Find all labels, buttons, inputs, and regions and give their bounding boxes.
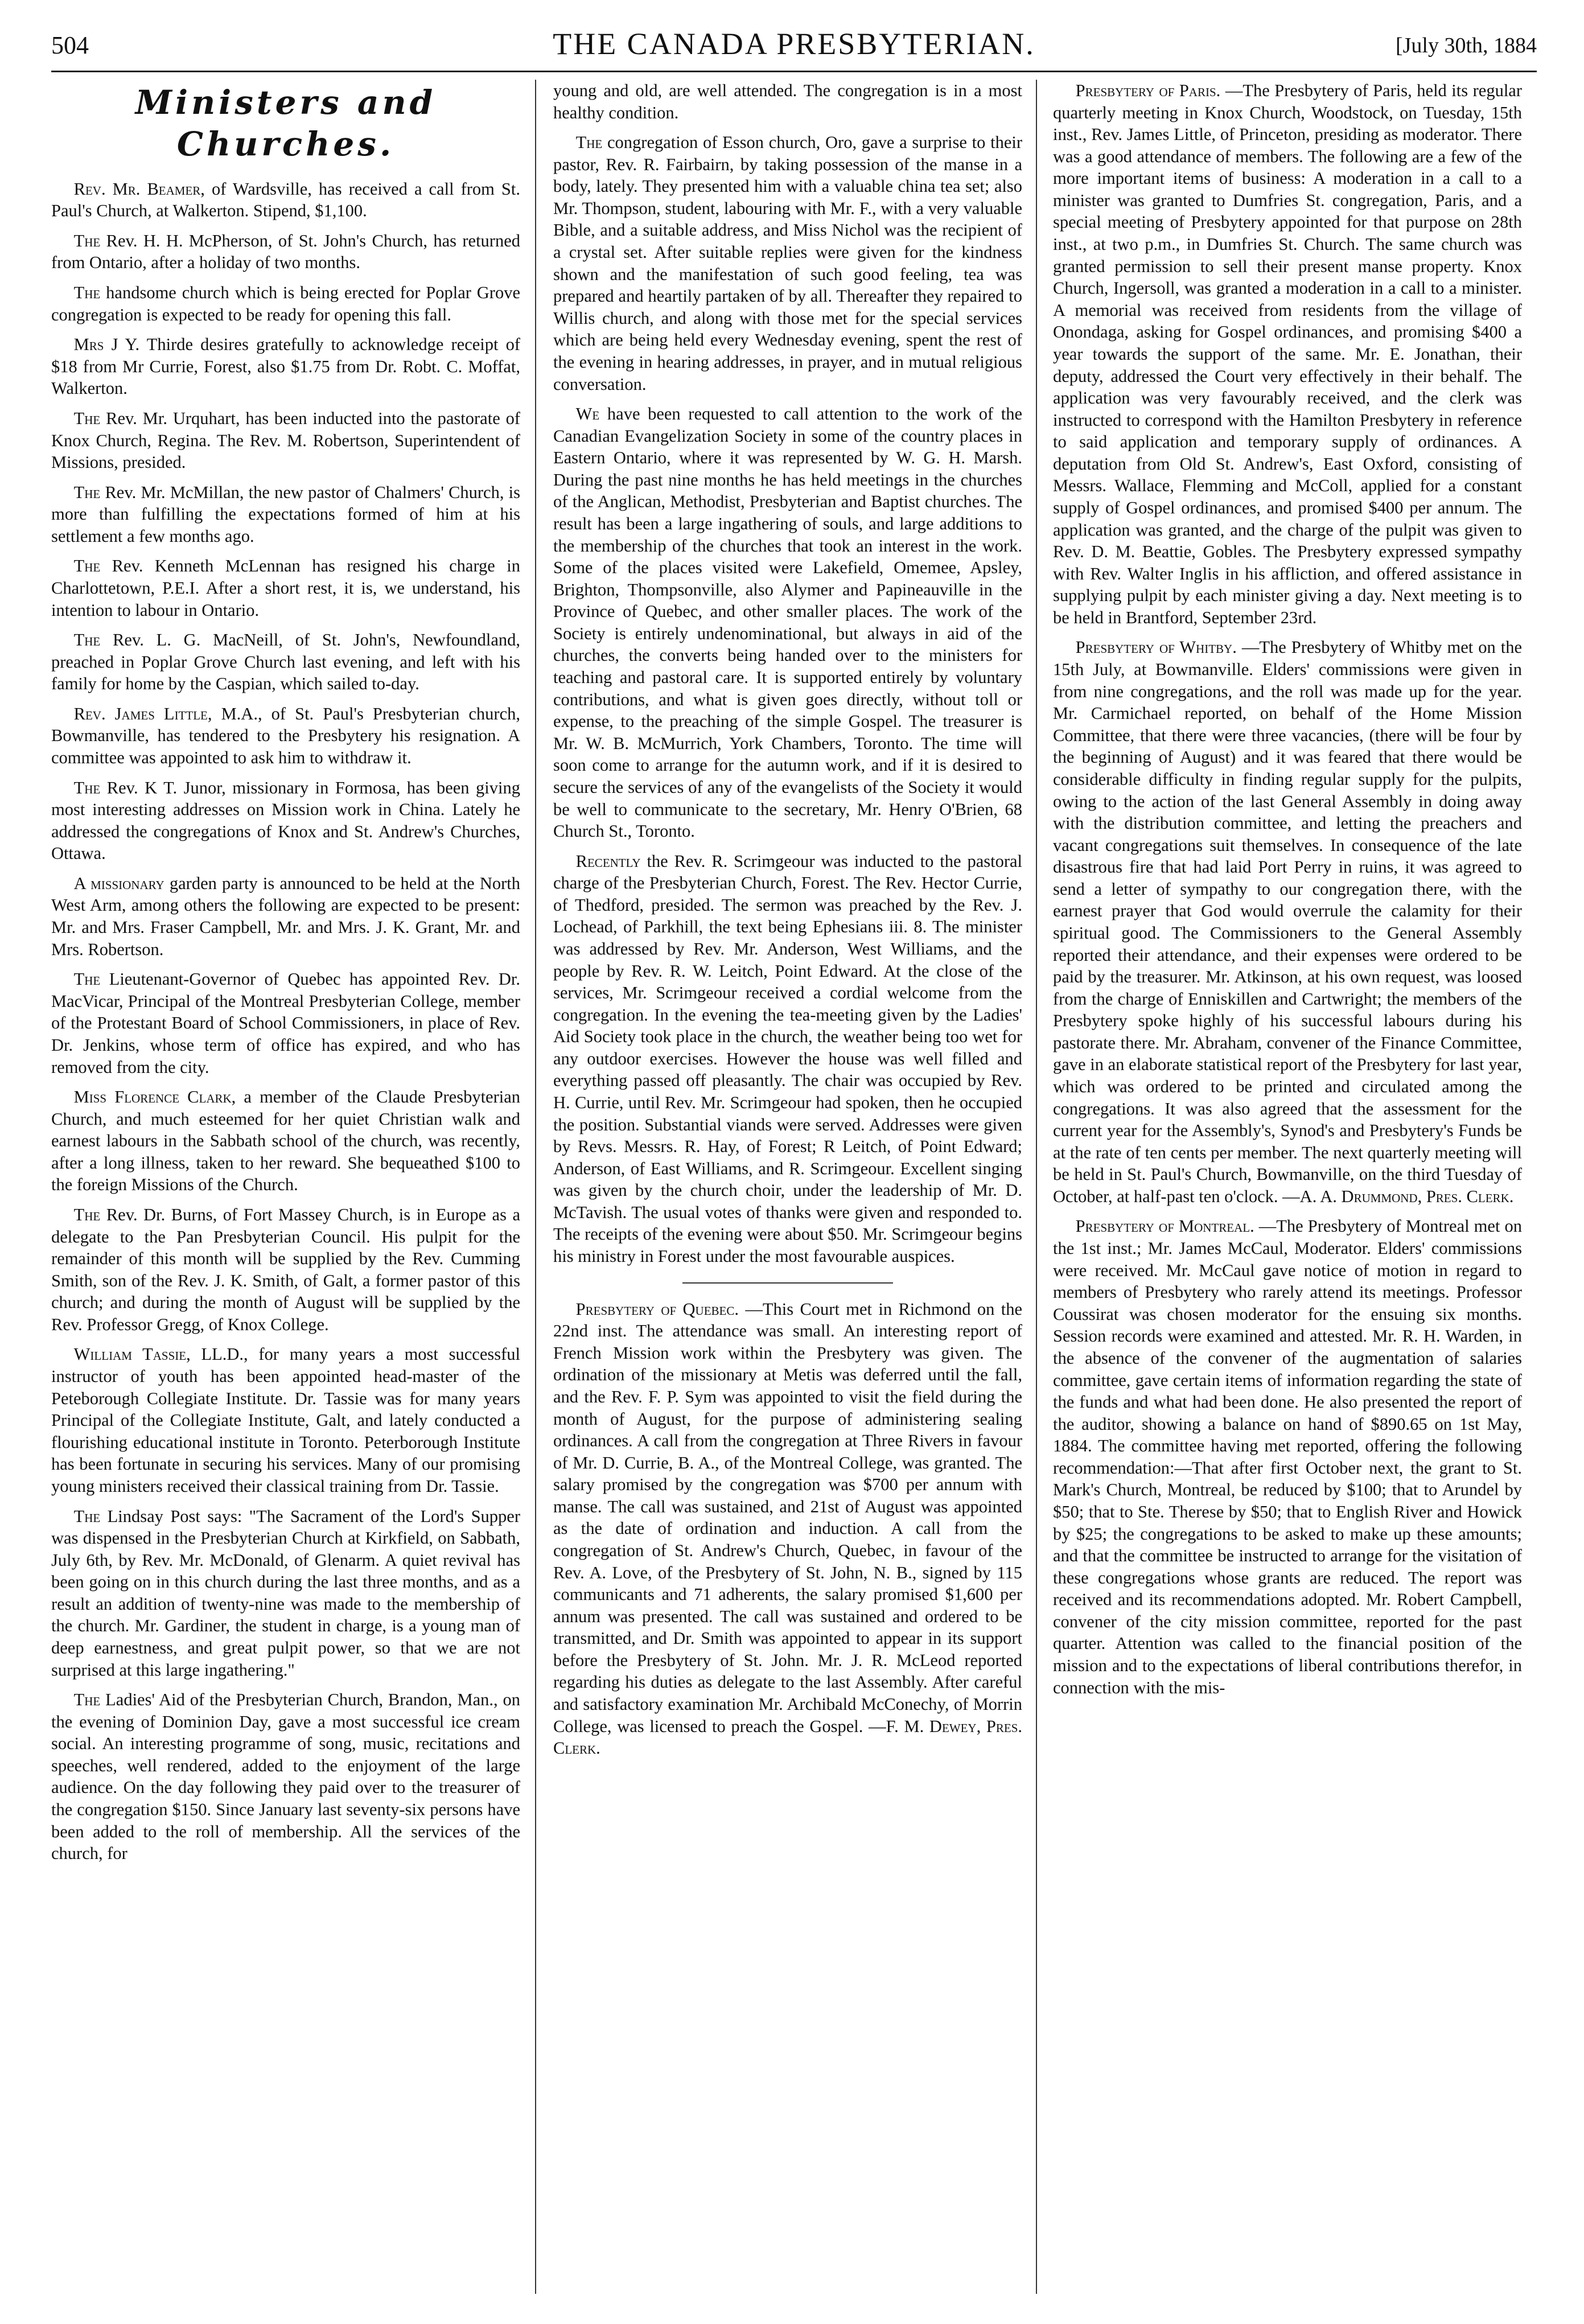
news-item-text: handsome church which is being erected for Poplar Grove congregation is expected to be ready for opening this fall. bbox=[51, 283, 520, 324]
news-item-lead: William Tassie, bbox=[73, 1344, 191, 1364]
news-item bbox=[51, 1204, 520, 1335]
issue-date: [July 30th, 1884 bbox=[1395, 34, 1537, 57]
news-item bbox=[51, 282, 520, 326]
news-item bbox=[51, 1086, 520, 1196]
news-item-lead: We bbox=[575, 404, 600, 424]
news-item-lead: A missionary bbox=[73, 873, 164, 893]
news-item-lead: The bbox=[73, 778, 101, 797]
news-item-lead: The bbox=[73, 283, 101, 303]
news-item-lead: The bbox=[73, 1690, 101, 1710]
news-item-text: —The Presbytery of Whitby met on the 15th July, at Bowmanville. Elders' commissions were given in from nine congregations, and the roll was made up for the year. Mr. Carmichael reported, on behalf of the Home Mission Committee, that there were three vacancies, (there will be four by the beginning of August) and it was feared that there would be considerable difficulty in finding regular supply for the pulpits, owing to the action of the last General Assembly in doing away with the distribution committee, and letting the preachers and vacant congregations suit themselves. In consequence of the late disastrous fire that had laid Port Perry in ruins, it was agreed to send a letter of sympathy to our congregation there, with the earnest prayer that God would overrule the calamity for their spiritual good. The Commissioners to the General Assembly reported their attendance, and their expenses were ordered to be paid by the treasurer. Mr. Atkinson, at his own request, was loosed from the charge of Enniskillen and Cartwright; the members of the Presbytery spoke highly of his successful labours during his pastorate there. Mr. Abraham, convener of the Finance Committee, gave in an elaborate statistical report of the Presbytery for last year, which was ordered to be printed and circulated among the congregations. It was also agreed that the assessment for the current year for the Assembly's, Synod's and Presbytery's Funds be at the rate of ten cents per member. The next quarterly meeting will be held in St. Paul's Church, Bowmanville, on the third Tuesday of October, at half-past ten o'clock. bbox=[1053, 637, 1522, 1206]
news-item-text: the Rev. R. Scrimgeour was inducted to the pastoral charge of the Presbyterian Church, Forest. The Rev. Hector Currie, of Thedford, presided. The sermon was preached by the Rev. J. Lochead, of Parkhill, the text being Ephesians iii. 8. The minister was addressed by Rev. Mr. Anderson, West Williams, and the people by Rev. R. W. Leitch, Point Edward. At the close of the services, Mr. Scrimgeour received a cordial welcome from the congregation. In the evening the tea-meeting given by the Ladies' Aid Society took place in the church, the weather being too wet for any outdoor exercises. However the house was well filled and everything passed off pleasantly. The chair was occupied by Rev. H. Currie, until Rev. Mr. Scrimgeour had spoken, then he occupied the position. Substantial viands were served. Addresses were given by Revs. Messrs. R. Hay, of Forest; R Leitch, of Point Edward; Anderson, of East Williams, and R. Scrimgeour. Excellent singing was given by the church choir, under the leadership of Mr. D. McTavish. The usual votes of thanks were given and responded to. The receipts of the evening were about $50. Mr. Scrimgeour begins his ministry in Forest under the most favourable auspices. bbox=[553, 851, 1022, 1266]
news-item bbox=[1053, 80, 1522, 628]
news-item-text: of Wardsville, has received a call from St. Paul's Church, at Walkerton. Stipend, $1,100. bbox=[51, 179, 520, 221]
header-rule bbox=[51, 71, 1537, 72]
news-item-text: young and old, are well attended. The congregation is in a most healthy condition. bbox=[553, 81, 1022, 122]
news-item-text: congregation of Esson church, Oro, gave a surprise to their pastor, Rev. R. Fairbairn, by taking possession of the manse in a body, lately. They presented him with a valuable china tea set; also Mr. Thompson, student, labouring with Mr. F., with a very valuable Bible, and a suitable address, and Miss Nichol was the recipient of a crystal set. After suitable replies were given for the kindness shown and the manifestation of such good feeling, tea was prepared and heartily partaken of by all. Thereafter they repaired to Willis church, and along with those met for the special services which are being held every Wednesday evening, spent the rest of the evening in hearing addresses, in prayer, and in mutual religious conversation. bbox=[553, 133, 1022, 394]
news-item bbox=[51, 555, 520, 621]
news-item bbox=[51, 1689, 520, 1865]
news-item bbox=[553, 403, 1022, 842]
news-item bbox=[1053, 1215, 1522, 1698]
news-item-lead: The bbox=[73, 556, 101, 576]
news-item-text: a member of the Claude Presbyterian Church, and much esteemed for her quiet Christian walk and earnest labours in the Sabbath school of the church, was recently, after a long illness, taken to her reward. She bequeathed $100 to the foreign Missions of the Church. bbox=[51, 1087, 520, 1195]
news-item-lead: The bbox=[73, 231, 101, 250]
news-item bbox=[553, 80, 1022, 124]
news-item-lead: Presbytery of Montreal. bbox=[1075, 1216, 1254, 1236]
news-item-text: Rev. K T. Junor, missionary in Formosa, has been giving most interesting addresses on Mission work in China. Lately he addressed the congregations of Knox and St. Andrew's Churches, Ottawa. bbox=[51, 778, 520, 863]
news-item bbox=[51, 629, 520, 695]
column-3-body bbox=[1053, 80, 1522, 1698]
column-divider bbox=[535, 80, 536, 2294]
news-item bbox=[51, 408, 520, 474]
clerk-signature: —F. M. Dewey, Pres. Clerk. bbox=[553, 1716, 1022, 1758]
news-item-text: Rev. L. G. MacNeill, of St. John's, Newfoundland, preached in Poplar Grove Church last evening, and left with his family for home by the Caspian, which sailed to-day. bbox=[51, 630, 520, 694]
news-item-lead: Presbytery of Whitby. bbox=[1075, 637, 1237, 657]
news-item-text: —The Presbytery of Paris, held its regular quarterly meeting in Knox Church, Woodstock, on Tuesday, 15th inst., Rev. James Little, of Princeton, presiding as moderator. There was a good attendance of members. The following are a few of the more important items of business: A moderation in a call to a minister was granted to Dumfries St. congregation, Paris, and a special meeting of Presbytery appointed for that purpose on 28th inst., at two p.m., in Dumfries St. Church. The same church was granted permission to sell their present manse property. Knox Church, Ingersoll, was granted a moderation in a call to a minister. A memorial was received from residents from the village of Onondaga, asking for Gospel ordinances, and promising $400 a year towards the support of the same. Mr. E. Jonathan, their deputy, addressed the Court very effectively in their behalf. The application was very favourably received, and the clerk was instructed to correspond with the Hamilton Presbytery in reference to said application and temporary supply of ordinances. A deputation from Old St. Andrew's, East Oxford, consisting of Messrs. Wallace, Flemming and McColl, applied for a constant supply of Gospel ordinances, and promised $400 per annum. The application was granted, and the charge of the pulpit was given to Rev. D. M. Beattie, Gobles. The Presbytery expressed sympathy with Rev. Walter Inglis in his affliction, and offered assistance in supplying pulpit by each minister giving a day. Next meeting is to be held in Brantford, September 23rd. bbox=[1053, 81, 1522, 627]
news-item bbox=[51, 178, 520, 222]
news-item-text: M.A., of St. Paul's Presbyterian church, Bowmanville, has tendered to the Presbytery his resignation. A committee was appointed to ask him to withdraw it. bbox=[51, 704, 520, 768]
news-item-text: Rev. Mr. Urquhart, has been inducted into the pastorate of Knox Church, Regina. The Rev. M. Robertson, Superintendent of Missions, presided. bbox=[51, 408, 520, 472]
news-item-lead: Presbytery of Quebec. bbox=[575, 1299, 739, 1319]
news-item-lead: The bbox=[73, 630, 101, 650]
column-divider bbox=[1036, 80, 1037, 2294]
news-item-lead: The bbox=[73, 1205, 101, 1224]
news-item-text: Lindsay Post says: "The Sacrament of the Lord's Supper was dispensed in the Presbyterian Church at Kirkfield, on Sabbath, July 6th, by Rev. Mr. McDonald, of Glenarm. A quiet revival has been going on in this church during the last three months, and as a result an addition of twenty-nine was made to the membership of the church. Mr. Gardiner, the student in charge, is a young man of deep earnestness, and great pulpit power, so that we are not surprised at this large ingathering." bbox=[51, 1506, 520, 1680]
news-item bbox=[51, 777, 520, 865]
news-item-lead: Presbytery of Paris. bbox=[1075, 81, 1221, 100]
news-item bbox=[51, 1506, 520, 1681]
column-1 bbox=[51, 80, 520, 2300]
news-item bbox=[51, 968, 520, 1078]
news-item bbox=[51, 873, 520, 960]
news-item-text: Rev. H. H. McPherson, of St. John's Church, has returned from Ontario, after a holiday of two months. bbox=[51, 231, 520, 273]
news-item-lead: Miss Florence Clark, bbox=[73, 1087, 236, 1107]
news-item-text: have been requested to call attention to the work of the Canadian Evangelization Society in some of the country places in Eastern Ontario, where it was represented by W. G. H. Marsh. During the past nine months he has held meetings in the churches of the Anglican, Methodist, Presbyterian and Baptist churches. The result has been a large ingathering of souls, and large additions to the membership of the churches that took an interest in the work. Some of the places visited were Lakefield, Omemee, Apsley, Brighton, Thompsonville, also Alymer and Papineauville in the Province of Quebec, and other smaller places. The work of the Society is entirely undenominational, but always in aid of the churches, the converts being handed over to the ministers for teaching and pastoral care. It is supported entirely by voluntary contributions, and what is given goes directly, without toll or expense, to the preaching of the simple Gospel. The treasurer is Mr. W. B. McMurrich, York Chambers, Toronto. The time will soon come to arrange for the autumn work, and if it is desired to secure the services of any of the evangelists of the Society it would be well to communicate to the secretary, Mr. Henry O'Brien, 68 Church St., Toronto. bbox=[553, 404, 1022, 841]
news-item-lead: Recently bbox=[575, 851, 641, 871]
news-item bbox=[553, 1298, 1022, 1759]
news-item-text: garden party is announced to be held at the North West Arm, among others the following are expected to be present: Mr. and Mrs. Fraser Campbell, Mr. and Mrs. J. K. Grant, Mr. and Mrs. Robertson. bbox=[51, 873, 520, 959]
news-item-text: J Y. Thirde desires gratefully to acknowledge receipt of $18 from Mr Currie, Forest, also $1.75 from Dr. Robt. C. Moffat, Walkerton. bbox=[51, 335, 520, 398]
news-item-text: Lieutenant-Governor of Quebec has appointed Rev. Dr. MacVicar, Principal of the Montreal Presbyterian College, member of the Protestant Board of School Commissioners, in place of Rev. Dr. Jenkins, whose term of office has expired, and who has removed from the city. bbox=[51, 969, 520, 1077]
page-header bbox=[51, 23, 1537, 68]
news-item-lead: Rev. James Little, bbox=[73, 704, 212, 723]
news-item bbox=[553, 850, 1022, 1268]
article-divider bbox=[682, 1282, 894, 1284]
newspaper-title: THE CANADA PRESBYTERIAN. bbox=[553, 27, 1035, 61]
news-item-lead: Mrs bbox=[73, 335, 104, 355]
news-item-lead: The bbox=[73, 1506, 101, 1526]
news-item-text: LL.D., for many years a most successful instructor of youth has been appointed head-master of the Peteborough Collegiate Institute. Dr. Tassie was for many years Principal of the Collegiate Institute, Galt, and lately conducted a flourishing educational institute in Toronto. Peterborough Institute has been fortunate in securing his services. Many of our promising young ministers received their classical training from Dr. Tassie. bbox=[51, 1344, 520, 1496]
news-item-text: Rev. Mr. McMillan, the new pastor of Chalmers' Church, is more than fulfilling the expectations formed of him at his settlement a few months ago. bbox=[51, 482, 520, 546]
column-1-body bbox=[51, 178, 520, 1865]
news-item-lead: The bbox=[73, 482, 101, 502]
news-item-lead: The bbox=[73, 969, 101, 989]
news-item-lead: The bbox=[73, 408, 101, 428]
news-item bbox=[51, 703, 520, 769]
news-item bbox=[553, 131, 1022, 395]
news-item-text: Rev. Kenneth McLennan has resigned his charge in Charlottetown, P.E.I. After a short rest, it is, we understand, his intention to labour in Ontario. bbox=[51, 556, 520, 620]
section-heading: Ministers and Churches. bbox=[135, 83, 437, 164]
news-item bbox=[51, 482, 520, 548]
news-item-text: Ladies' Aid of the Presbyterian Church, Brandon, Man., on the evening of Dominion Day, gave a most successful ice cream social. An interesting programme of song, music, recitations and speeches, well rendered, added to the enjoyment of the large audience. On the day following they paid over to the treasurer of the congregation $150. Since January last seventy-six persons have been added to the roll of membership. All the services of the church, for bbox=[51, 1690, 520, 1864]
news-item-text: Rev. Dr. Burns, of Fort Massey Church, is in Europe as a delegate to the Pan Presbyterian Council. His pulpit for the remainder of this month will be supplied by the Rev. Cumming Smith, son of the Rev. J. K. Smith, of Galt, a former pastor of this church; and during the month of August will be supplied by the Rev. Professor Gregg, of Knox College. bbox=[51, 1205, 520, 1334]
news-item-lead: The bbox=[575, 133, 603, 153]
news-item-text: —The Presbytery of Montreal met on the 1st inst.; Mr. James McCaul, Moderator. Elders' commissions were received. Mr. McCaul gave notice of motion in regard to members of Presbytery who rarely attend its meetings. Professor Coussirat was chosen moderator for the ensuing six months. Session records were examined and attested. Mr. R. H. Warden, in the absence of the convener of the augmentation of salaries committee, gave certain items of information regarding the state of the funds and what had been done. He also presented the report of the auditor, showing a balance on hand of $890.65 on 1st May, 1884. The committee having met reported, offering the following recommendation:—That after first October next, the grant to St. Mark's Church, Montreal, be reduced by $100; that to Arundel by $50; that to Ste. Therese by $50; that to English River and Howick by $25; the congregations to be asked to make up these amounts; and that the committee be instructed to arrange for the visitation of these congregations whose grants are reduced. The report was received and its recommendations adopted. Mr. Robert Campbell, convener of the city mission committee, reported for the past quarter. Attention was called to the financial position of the mission and to the expectations of liberal contributions therefor, in connection with the mis- bbox=[1053, 1216, 1522, 1697]
newspaper-page bbox=[51, 23, 1537, 2305]
news-item bbox=[1053, 636, 1522, 1207]
column-2-body bbox=[553, 80, 1022, 1759]
page-number: 504 bbox=[51, 31, 89, 59]
news-item-lead: Rev. Mr. Beamer, bbox=[73, 179, 205, 199]
news-item-text: —This Court met in Richmond on the 22nd inst. The attendance was small. An interesting report of French Mission work within the Presbytery was given. The ordination of the missionary at Metis was deferred until the fall, and the Rev. F. P. Sym was appointed to visit the field during the month of August, for the purpose of administering sealing ordinances. A call from the congregation at Three Rivers in favour of Mr. D. Currie, B. A., of the Montreal College, was granted. The salary promised by the congregation was $700 per annum with manse. The call was sustained, and 21st of August was appointed as the date of ordination and induction. A call from the congregation of St. Andrew's Church, Quebec, in favour of the Rev. A. Love, of the Presbytery of St. John, N. B., signed by 115 communicants and 71 adherents, the salary promised $1,600 per annum was presented. The call was sustained and ordered to be transmitted, and Dr. Smith was appointed to appear in its support before the Presbytery of St. John. Mr. J. R. McLeod reported regarding his duties as delegate to the last Assembly. After careful and satisfactory examination Mr. Archibald McConechy, of Morrin College, was licensed to preach the Gospel. bbox=[553, 1299, 1022, 1736]
news-item bbox=[51, 334, 520, 400]
column-3 bbox=[1053, 80, 1522, 2300]
clerk-signature: —A. A. Drummond, Pres. Clerk. bbox=[1282, 1186, 1514, 1206]
news-item bbox=[51, 1343, 520, 1497]
column-2 bbox=[553, 80, 1022, 2300]
news-item bbox=[51, 230, 520, 274]
